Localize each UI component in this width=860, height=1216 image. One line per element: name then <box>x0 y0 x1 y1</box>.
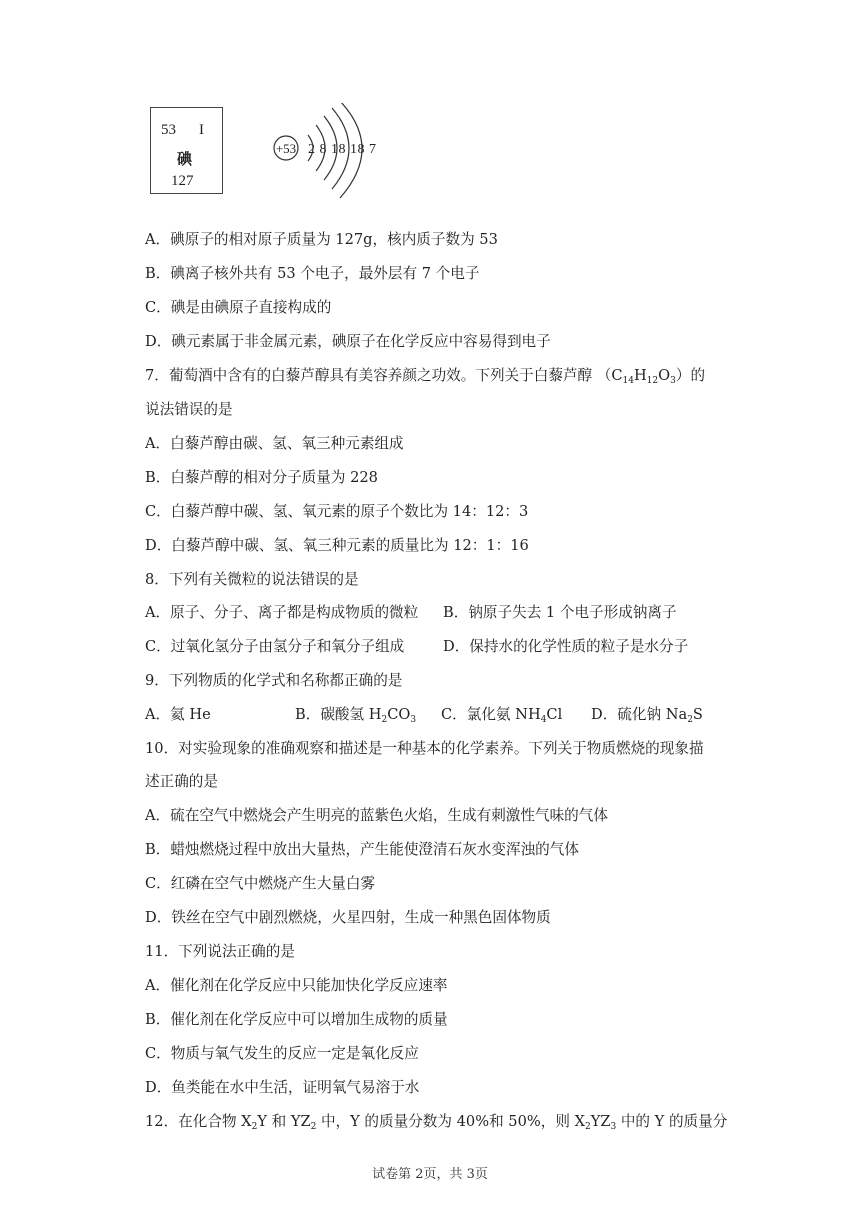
iodine-figure <box>150 103 390 211</box>
q9-option-a: A．氦 He <box>145 706 211 723</box>
q7-option-a: A．白藜芦醇由碳、氢、氧三种元素组成 <box>145 435 404 452</box>
electron-shells: 2 8 18 18 7 <box>308 142 377 157</box>
q8-option-b: B．钠原子失去 1 个电子形成钠离子 <box>443 604 677 621</box>
q7-option-c: C．白藜芦醇中碳、氢、氧元素的原子个数比为 14：12：3 <box>145 503 529 520</box>
q11-stem: 11．下列说法正确的是 <box>145 943 295 960</box>
q7-option-b: B．白藜芦醇的相对分子质量为 228 <box>145 469 378 486</box>
q8-options-row2 <box>145 637 688 657</box>
q8-option-c: C．过氧化氢分子由氢分子和氧分子组成 <box>145 638 405 655</box>
q10-stem-line2: 述正确的是 <box>145 773 218 790</box>
q10-stem: 10．对实验现象的准确观察和描述是一种基本的化学素养。下列关于物质燃烧的现象描 <box>145 740 704 757</box>
q8-option-a: A．原子、分子、离子都是构成物质的微粒 <box>145 604 419 621</box>
q10-option-a: A．硫在空气中燃烧会产生明亮的蓝紫色火焰，生成有刺激性气味的气体 <box>145 807 608 824</box>
q6-option-a: A．碘原子的相对原子质量为 127g，核内质子数为 53 <box>145 231 498 248</box>
atomic-number: 53 <box>161 122 176 138</box>
q9-option-b: B．碳酸氢 $H_2CO_3$ <box>295 706 417 725</box>
element-symbol: I <box>199 122 204 138</box>
atom-structure-diagram <box>268 103 398 211</box>
q9-options <box>145 705 703 725</box>
q11-option-d: D．鱼类能在水中生活，证明氧气易溶于水 <box>145 1079 420 1096</box>
q10-option-d: D．铁丝在空气中剧烈燃烧，火星四射，生成一种黑色固体物质 <box>145 909 551 926</box>
element-name: 碘 <box>177 152 193 168</box>
q9-stem: 9．下列物质的化学式和名称都正确的是 <box>145 672 403 689</box>
q11-option-a: A．催化剂在化学反应中只能加快化学反应速率 <box>145 977 448 994</box>
q7-stem: 7．葡萄酒中含有的白藜芦醇具有美容养颜之功效。下列关于白藜芦醇 $(C_{14}H_{12}O_3)$的 <box>145 367 706 386</box>
q10-option-b: B．蜡烛燃烧过程中放出大量热，产生能使澄清石灰水变浑浊的气体 <box>145 841 579 858</box>
page-footer: 试卷第 2页，共 3页 <box>372 1167 488 1182</box>
q11-option-b: B．催化剂在化学反应中可以增加生成物的质量 <box>145 1011 448 1028</box>
q8-option-d: D．保持水的化学性质的粒子是水分子 <box>443 638 689 655</box>
q6-option-c: C．碘是由碘原子直接构成的 <box>145 299 332 316</box>
q10-option-c: C．红磷在空气中燃烧产生大量白雾 <box>145 875 376 892</box>
element-cell <box>150 107 223 194</box>
q11-option-c: C．物质与氧气发生的反应一定是氧化反应 <box>145 1045 419 1062</box>
q7-option-d: D．白藜芦醇中碳、氢、氧三种元素的质量比为 12：1：16 <box>145 537 529 554</box>
q9-option-c: C．氯化氨 $NH_4Cl$ <box>441 706 563 725</box>
q8-options-row1 <box>145 603 677 623</box>
q9-option-d: D．硫化钠 $Na_2S$ <box>591 706 703 725</box>
q12-stem: 12．在化合物 $X_2Y$ 和 $YZ_2$ 中，Y 的质量分数为 40%和 50%，则 $X_2YZ_3$ 中的 Y 的质量分 <box>145 1113 728 1132</box>
q7-stem-line2: 说法错误的是 <box>145 401 233 418</box>
q6-option-d: D．碘元素属于非金属元素，碘原子在化学反应中容易得到电子 <box>145 333 551 350</box>
atomic-mass: 127 <box>171 173 194 189</box>
nucleus-charge: +53 <box>275 141 297 156</box>
q8-stem: 8．下列有关微粒的说法错误的是 <box>145 571 359 588</box>
q6-option-b: B．碘离子核外共有 53 个电子，最外层有 7 个电子 <box>145 265 480 282</box>
